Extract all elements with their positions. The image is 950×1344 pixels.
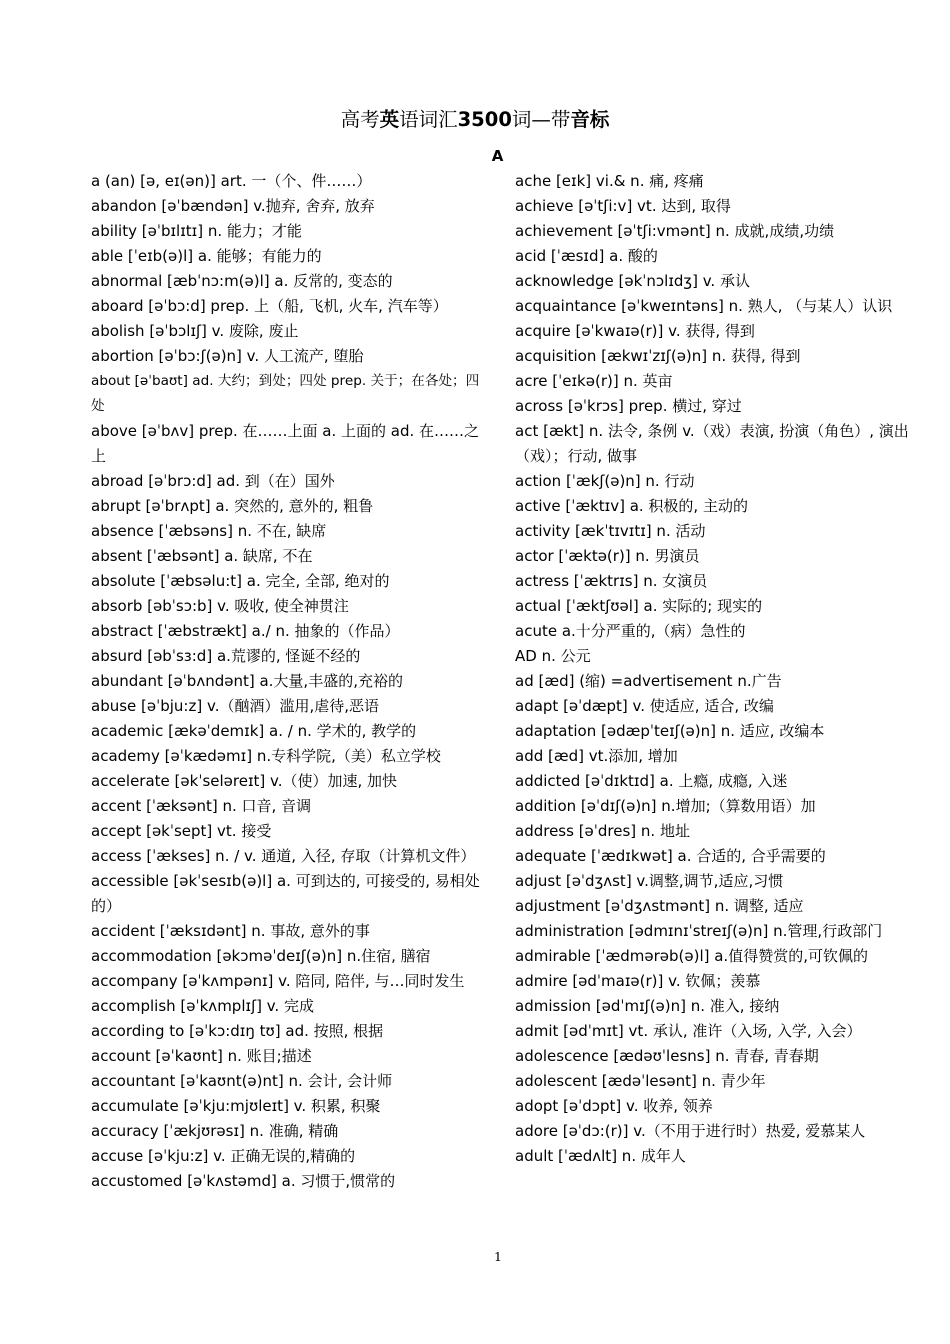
vocab-entry: adolescence [ædəʊˈlesns] n. 青春, 青春期	[515, 1046, 819, 1065]
vocab-entry: abrupt [əˈbrʌpt] a. 突然的, 意外的, 粗鲁	[91, 496, 374, 515]
vocab-entry: addicted [əˈdɪktɪd] a. 上瘾, 成瘾, 入迷	[515, 771, 788, 790]
vocab-entry: accessible [əkˈsesɪb(ə)l] a. 可到达的, 可接受的, 易相处的）	[91, 871, 480, 915]
vocab-entry: accustomed [əˈkʌstəmd] a. 习惯于,惯常的	[91, 1171, 396, 1190]
vocab-entry: active [ˈæktɪv] a. 积极的, 主动的	[515, 496, 748, 515]
vocab-entry: absolute [ˈæbsəlu:t] a. 完全, 全部, 绝对的	[91, 571, 390, 590]
vocab-entry: achievement [əˈtʃi:vmənt] n. 成就,成绩,功绩	[515, 221, 835, 240]
title-part-4: 3500	[457, 108, 512, 131]
vocab-entry: abstract [ˈæbstrækt] a./ n. 抽象的（作品）	[91, 621, 400, 640]
vocab-entry: adjust [əˈdʒʌst] v.调整,调节,适应,习惯	[515, 871, 784, 890]
vocab-entry: academy [əˈkædəmɪ] n.专科学院,（美）私立学校	[91, 746, 441, 765]
vocab-entry: abuse [əˈbju:z] v.（酗酒）滥用,虐待,恶语	[91, 696, 379, 715]
left-column	[91, 169, 489, 1194]
vocab-entry: absence [ˈæbsəns] n. 不在, 缺席	[91, 521, 327, 540]
vocab-entry: access [ˈækses] n. / v. 通道, 入径, 存取（计算机文件）	[91, 846, 476, 865]
right-column	[515, 169, 915, 1169]
vocab-entry: add [æd] vt.添加, 增加	[515, 746, 678, 765]
vocab-entry: accuracy [ˈækjʊrəsɪ] n. 准确, 精确	[91, 1121, 339, 1140]
page-number: 1	[494, 1249, 502, 1264]
section-letter: A	[491, 147, 504, 165]
vocab-entry: according to [əˈkɔ:dɪŋ tʊ] ad. 按照, 根据	[91, 1021, 384, 1040]
vocab-entry: about [əˈbaʊt] ad. 大约；到处；四处 prep. 关于；在各处；四处	[91, 372, 480, 414]
title-part-6: 音标	[570, 108, 610, 131]
vocab-entry: activity [ækˈtɪvɪtɪ] n. 活动	[515, 521, 706, 540]
vocab-entry: accent [ˈæksənt] n. 口音, 音调	[91, 796, 312, 815]
vocab-entry: achieve [əˈtʃi:v] vt. 达到, 取得	[515, 196, 731, 215]
title-part-2: 英	[379, 108, 400, 131]
vocab-entry: adolescent [ædəˈlesənt] n. 青少年	[515, 1071, 766, 1090]
vocab-entry: actor [ˈæktə(r)] n. 男演员	[515, 546, 700, 565]
vocab-entry: accompany [əˈkʌmpənɪ] v. 陪同, 陪伴, 与…同时发生	[91, 971, 465, 990]
vocab-entry: adult [ˈædʌlt] n. 成年人	[515, 1146, 686, 1165]
vocab-entry: able [ˈeɪb(ə)l] a. 能够；有能力的	[91, 246, 322, 265]
vocab-entry: admit [ədˈmɪt] vt. 承认, 准许（入场, 入学, 入会）	[515, 1021, 862, 1040]
vocab-entry: acquire [əˈkwaɪə(r)] v. 获得, 得到	[515, 321, 755, 340]
vocab-entry: adapt [əˈdæpt] v. 使适应, 适合, 改编	[515, 696, 774, 715]
page-title	[0, 108, 950, 132]
vocab-entry: ad [æd] (缩) =advertisement n.广告	[515, 671, 782, 690]
vocab-entry: across [əˈkrɔs] prep. 横过, 穿过	[515, 396, 742, 415]
vocab-entry: abandon [əˈbændən] v.抛弃, 舍弃, 放弃	[91, 196, 375, 215]
vocab-entry: absent [ˈæbsənt] a. 缺席, 不在	[91, 546, 313, 565]
vocab-entry: absurd [əbˈsɜ:d] a.荒谬的, 怪诞不经的	[91, 646, 361, 665]
title-part-5: 词—带	[511, 108, 571, 131]
vocab-entry: acute a.十分严重的,（病）急性的	[515, 621, 746, 640]
vocab-entry: acid [ˈæsɪd] a. 酸的	[515, 246, 658, 265]
vocab-entry: accelerate [əkˈseləreɪt] v.（使）加速, 加快	[91, 771, 398, 790]
vocab-entry: aboard [əˈbɔ:d] prep. 上（船, 飞机, 火车, 汽车等）	[91, 296, 448, 315]
title-part-3: 语词汇	[399, 108, 458, 131]
vocab-entry: academic [ækəˈdemɪk] a. / n. 学术的, 教学的	[91, 721, 417, 740]
vocab-entry: abolish [əˈbɔlɪʃ] v. 废除, 废止	[91, 321, 299, 340]
vocab-entry: actress [ˈæktrɪs] n. 女演员	[515, 571, 708, 590]
vocab-entry: accountant [əˈkaʊnt(ə)nt] n. 会计, 会计师	[91, 1071, 393, 1090]
vocab-entry: abortion [əˈbɔ:ʃ(ə)n] v. 人工流产, 堕胎	[91, 346, 364, 365]
vocab-entry: abundant [əˈbʌndənt] a.大量,丰盛的,充裕的	[91, 671, 403, 690]
vocab-entry: acquaintance [əˈkweɪntəns] n. 熟人, （与某人）认识	[515, 296, 893, 315]
vocab-entry: accomplish [əˈkʌmplɪʃ] v. 完成	[91, 996, 314, 1015]
title-part-1: 高考	[340, 108, 380, 131]
vocab-entry: ability [əˈbɪlɪtɪ] n. 能力；才能	[91, 221, 302, 240]
vocab-entry: adopt [əˈdɔpt] v. 收养, 领养	[515, 1096, 713, 1115]
vocab-entry: acquisition [ækwɪˈzɪʃ(ə)n] n. 获得, 得到	[515, 346, 801, 365]
vocab-entry: accommodation [əkɔməˈdeɪʃ(ə)n] n.住宿, 膳宿	[91, 946, 431, 965]
vocab-entry: abnormal [æbˈnɔ:m(ə)l] a. 反常的, 变态的	[91, 271, 393, 290]
vocab-entry: admission [ədˈmɪʃ(ə)n] n. 准入, 接纳	[515, 996, 780, 1015]
vocab-entry: acre [ˈeɪkə(r)] n. 英亩	[515, 371, 673, 390]
vocab-entry: admirable [ˈædmərəb(ə)l] a.值得赞赏的,可钦佩的	[515, 946, 868, 965]
vocab-entry: adjustment [əˈdʒʌstmənt] n. 调整, 适应	[515, 896, 804, 915]
vocab-entry: admire [ədˈmaɪə(r)] v. 钦佩；羡慕	[515, 971, 761, 990]
vocab-entry: accept [əkˈsept] vt. 接受	[91, 821, 272, 840]
vocab-entry: abroad [əˈbrɔ:d] ad. 到（在）国外	[91, 471, 335, 490]
vocab-entry: address [əˈdres] n. 地址	[515, 821, 690, 840]
vocab-entry: administration [ədmɪnɪˈstreɪʃ(ə)n] n.管理,行政部门	[515, 921, 883, 940]
vocab-entry: adore [əˈdɔ:(r)] v.（不用于进行时）热爱, 爱慕某人	[515, 1121, 866, 1140]
vocab-entry: adaptation [ədæpˈteɪʃ(ə)n] n. 适应, 改编本	[515, 721, 825, 740]
vocab-entry: ache [eɪk] vi.& n. 痛, 疼痛	[515, 171, 704, 190]
vocab-entry: act [ækt] n. 法令, 条例 v.（戏）表演, 扮演（角色）, 演出（戏）；行动, 做事	[515, 421, 909, 465]
vocab-entry: accident [ˈæksɪdənt] n. 事故, 意外的事	[91, 921, 370, 940]
vocab-entry: adequate [ˈædɪkwət] a. 合适的, 合乎需要的	[515, 846, 826, 865]
vocab-entry: acknowledge [əkˈnɔlɪdʒ] v. 承认	[515, 271, 750, 290]
vocab-entry: a (an) [ə, eɪ(ən)] art. 一（个、件……）	[91, 171, 372, 190]
vocab-entry: action [ˈækʃ(ə)n] n. 行动	[515, 471, 695, 490]
vocab-entry: accumulate [əˈkju:mjʊleɪt] v. 积累, 积聚	[91, 1096, 381, 1115]
vocab-entry: account [əˈkaʊnt] n. 账目;描述	[91, 1046, 312, 1065]
vocab-entry: addition [əˈdɪʃ(ə)n] n.增加;（算数用语）加	[515, 796, 816, 815]
vocab-entry: absorb [əbˈsɔ:b] v. 吸收, 使全神贯注	[91, 596, 349, 615]
vocab-entry: above [əˈbʌv] prep. 在……上面 a. 上面的 ad. 在……之上	[91, 421, 480, 465]
vocab-entry: AD n. 公元	[515, 646, 591, 665]
vocab-entry: actual [ˈæktʃʊəl] a. 实际的; 现实的	[515, 596, 763, 615]
vocab-entry: accuse [əˈkju:z] v. 正确无误的,精确的	[91, 1146, 356, 1165]
